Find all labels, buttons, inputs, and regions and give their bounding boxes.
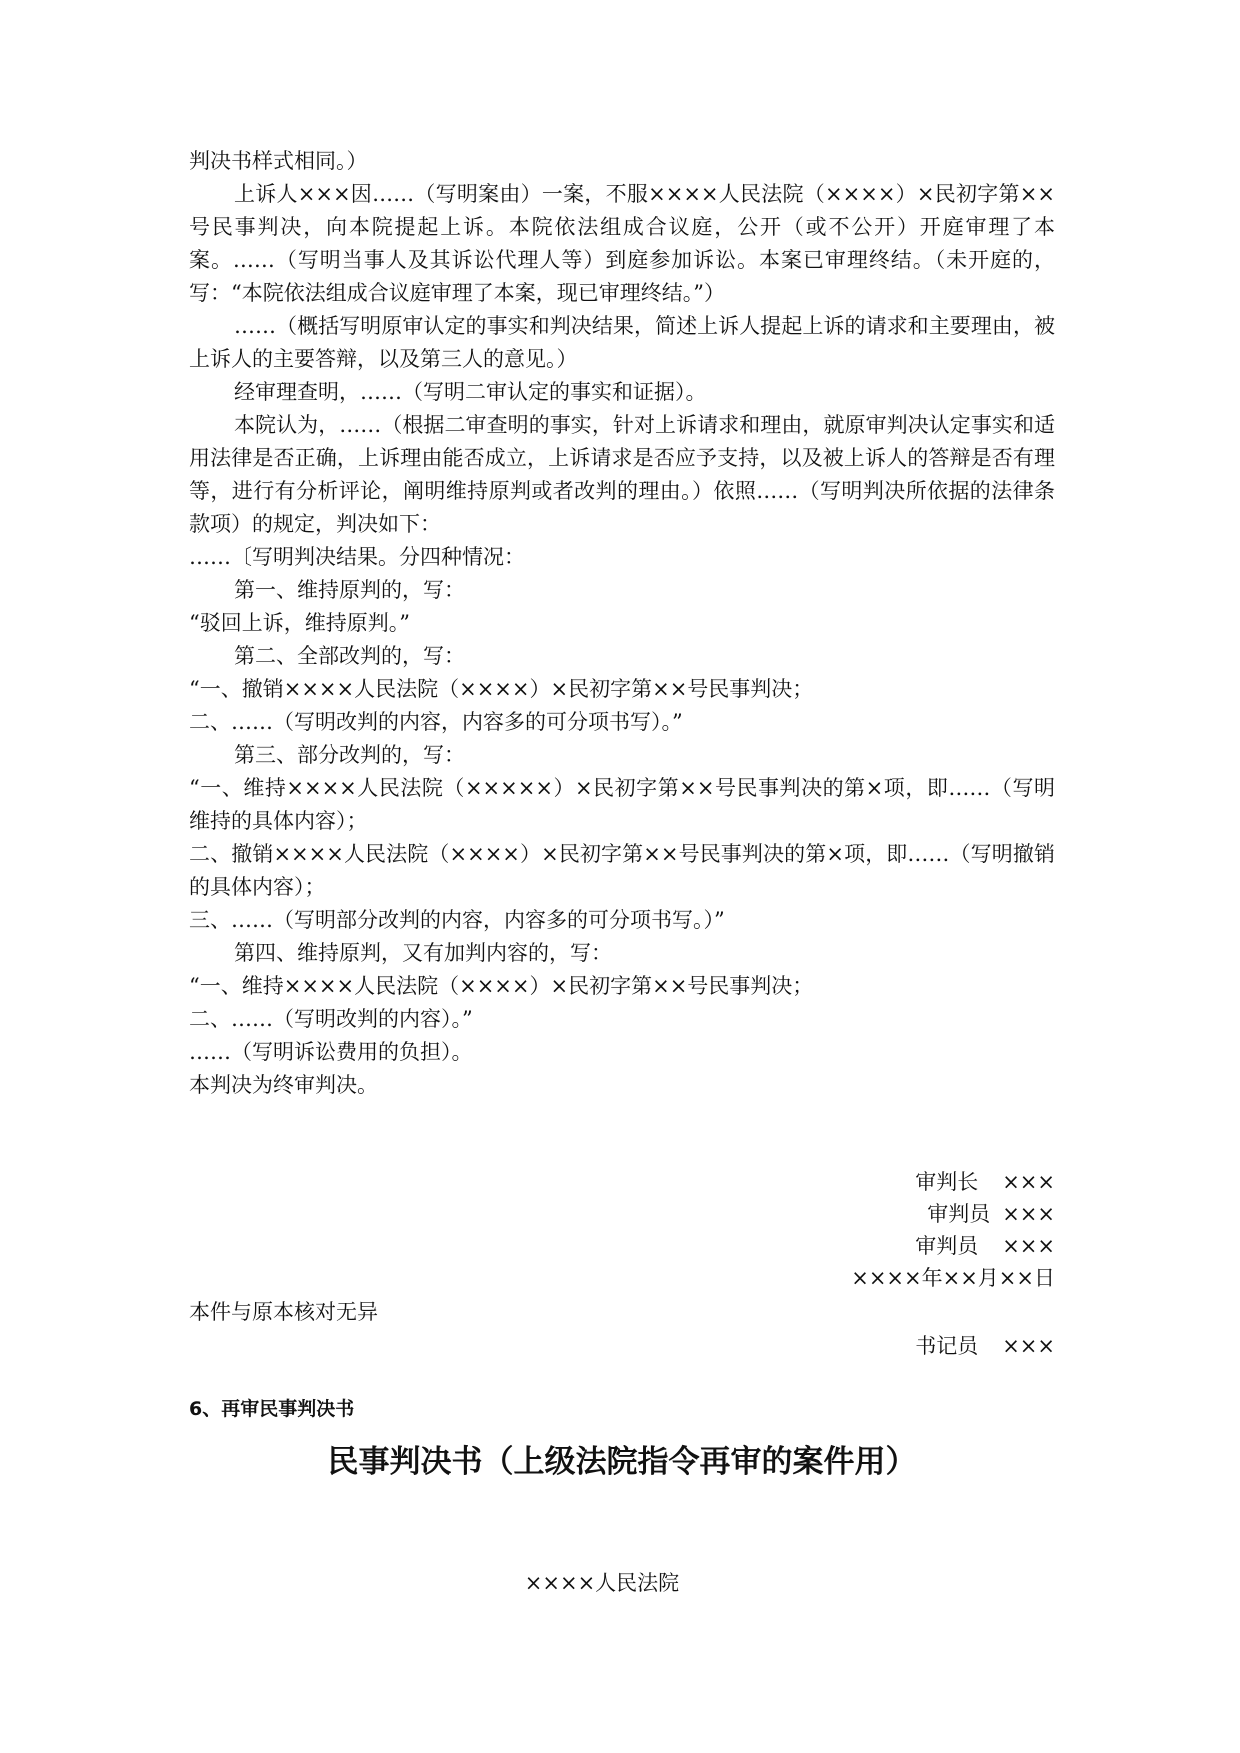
paragraph: 本判决为终审判决。 <box>189 1073 378 1097</box>
signature-name: ××× <box>1002 1234 1055 1258</box>
signature-name: ××× <box>1002 1170 1055 1194</box>
signature-role: 审判员 <box>915 1234 979 1258</box>
clerk-line <box>189 1330 1055 1363</box>
clerk-role: 书记员 <box>915 1334 979 1358</box>
paragraph: “驳回上诉，维持原判。” <box>189 611 410 635</box>
paragraph: 本院认为，……（根据二审查明的事实，针对上诉请求和理由，就原审判决认定事实和适用法律是否正确，上诉理由能否成立，上诉请求是否应予支持，以及被上诉人的答辩是否有理等，进行有分析评论，阐明维持原判或者改判的理由。）依照……（写明判决所依据的法律条款项）的规定，判决如下： <box>189 413 1055 536</box>
paragraph: 经审理查明，……（写明二审认定的事实和证据）。 <box>234 380 707 404</box>
paragraph: 第四、维持原判，又有加判内容的，写： <box>234 941 612 965</box>
paragraph: “一、维持××××人民法院（×××××）×民初字第××号民事判决的第×项，即……（写明维持的具体内容）； <box>189 776 1055 833</box>
judgment-date: ××××年××月××日 <box>851 1266 1055 1290</box>
paragraph: “一、撤销××××人民法院（××××）×民初字第××号民事判决； <box>189 677 814 701</box>
paragraph: 上诉人×××因……（写明案由）一案，不服××××人民法院（××××）×民初字第××号民事判决，向本院提起上诉。本院依法组成合议庭，公开（或不公开）开庭审理了本案。……（写明当事人及其诉讼代理人等）到庭参加诉讼。本案已审理终结。（未开庭的，写：“本院依法组成合议庭审理了本案，现已审理终结。”） <box>189 182 1055 305</box>
document-page <box>189 0 1055 1753</box>
paragraph: ……（概括写明原审认定的事实和判决结果，简述上诉人提起上诉的请求和主要理由，被上诉人的主要答辩，以及第三人的意见。） <box>189 314 1055 371</box>
paragraph: 第一、维持原判的，写： <box>234 578 465 602</box>
judgment-body <box>189 145 1055 1102</box>
clerk-name: ××× <box>1002 1334 1055 1358</box>
paragraph: 判决书样式相同。） <box>189 149 368 173</box>
paragraph: 二、……（写明改判的内容）。” <box>189 1007 473 1031</box>
paragraph: 第三、部分改判的，写： <box>234 743 465 767</box>
signature-block <box>189 1166 1055 1294</box>
signature-line <box>189 1166 1055 1198</box>
paragraph: ……（写明诉讼费用的负担）。 <box>189 1040 473 1064</box>
section-heading: 6、再审民事判决书 <box>189 1398 355 1420</box>
signature-role: 审判员 <box>927 1202 991 1226</box>
copy-verification-note: 本件与原本核对无异 <box>189 1300 378 1324</box>
paragraph: 三、……（写明部分改判的内容，内容多的可分项书写。）” <box>189 908 725 932</box>
paragraph: 第二、全部改判的，写： <box>234 644 465 668</box>
paragraph: 二、……（写明改判的内容，内容多的可分项书写）。” <box>189 710 683 734</box>
paragraph: ……〔写明判决结果。分四种情况： <box>189 545 525 569</box>
signature-role: 审判长 <box>915 1170 979 1194</box>
signature-line <box>189 1198 1055 1230</box>
court-name: ××××人民法院 <box>524 1571 680 1595</box>
paragraph: “一、维持××××人民法院（××××）×民初字第××号民事判决； <box>189 974 814 998</box>
paragraph: 二、撤销××××人民法院（××××）×民初字第××号民事判决的第×项，即……（写明撤销的具体内容）； <box>189 842 1055 899</box>
signature-line <box>189 1230 1055 1262</box>
document-title: 民事判决书（上级法院指令再审的案件用） <box>327 1444 917 1480</box>
signature-name: ××× <box>1002 1202 1055 1226</box>
